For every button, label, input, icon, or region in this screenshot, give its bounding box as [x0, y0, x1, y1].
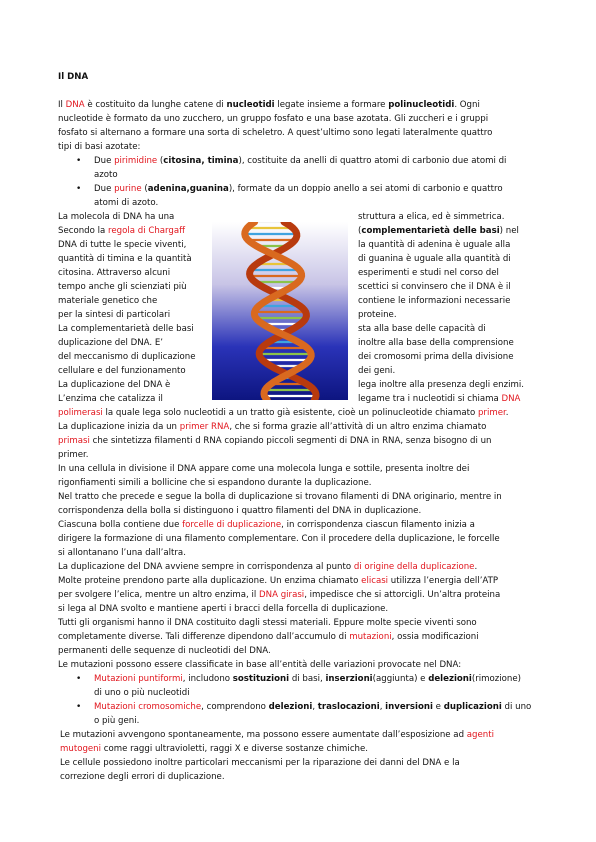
paragraph-line: Molte proteine prendono parte alla duplicazione. Un enzima chiamato elicasi utilizza l’energia dell’ATP	[58, 576, 499, 586]
right-column-line: proteine.	[358, 310, 397, 320]
right-column-line: scettici si convinsero che il DNA è il	[358, 282, 511, 292]
bullet-icon: •	[76, 702, 82, 712]
left-column-line: tempo anche gli scienziati più	[58, 282, 187, 292]
right-column-line: (complementarietà delle basi) nel	[358, 226, 519, 236]
paragraph-line: primer.	[58, 450, 89, 460]
list-item: Mutazioni cromosomiche, comprendono delezioni, traslocazioni, inversioni e duplicazioni di uno	[94, 702, 532, 712]
list-item: Due pirimidine (citosina, timina), costituite da anelli di quattro atomi di carbonio due atomi di	[94, 156, 507, 166]
list-item-continuation: di uno o più nucleotidi	[94, 688, 190, 698]
left-column-line: DNA di tutte le specie viventi,	[58, 240, 187, 250]
paragraph-line: mutogeni come raggi ultravioletti, raggi X e diverse sostanze chimiche.	[60, 744, 369, 754]
left-column-line: Secondo la regola di Chargaff	[58, 226, 186, 236]
paragraph-line: completamente diverse. Tali differenze dipendono dall’accumulo di mutazioni, ossia modificazioni	[58, 632, 479, 642]
left-column-line: L’enzima che catalizza il	[58, 394, 163, 404]
page-title: Il DNA	[58, 72, 89, 82]
paragraph-line: dirigere la formazione di una filamento complementare. Con il procedere della duplicazione, le forcelle	[58, 534, 500, 544]
right-column-line: lega inoltre alla presenza degli enzimi.	[358, 380, 525, 390]
left-column-line: del meccanismo di duplicazione	[58, 352, 196, 362]
right-column-line: inoltre alla base della comprensione	[358, 338, 514, 348]
paragraph-line: Le cellule possiedono inoltre particolari meccanismi per la riparazione dei danni del DNA e la	[60, 758, 460, 768]
right-column-line: esperimenti e studi nel corso del	[358, 268, 499, 278]
right-column-line: la quantità di adenina è uguale alla	[358, 240, 511, 250]
paragraph-line: Tutti gli organismi hanno il DNA costituito dagli stessi materiali. Eppure molte specie viventi sono	[58, 618, 477, 628]
right-column-line: struttura a elica, ed è simmetrica.	[358, 212, 505, 222]
left-column-line: La molecola di DNA ha una	[58, 212, 175, 222]
list-item: Due purine (adenina,guanina), formate da un doppio anello a sei atomi di carbonio e quattro	[94, 184, 503, 194]
paragraph-line: La duplicazione inizia da un primer RNA, che si forma grazie all’attività di un altro enzima chiamato	[58, 422, 487, 432]
paragraph-line: polimerasi la quale lega solo nucleotidi a un tratto già esistente, cioè un polinucleotide chiamato primer.	[58, 408, 509, 418]
list-item: Mutazioni puntiformi, includono sostituzioni di basi, inserzioni(aggiunta) e delezioni(rimozione)	[94, 674, 522, 684]
dna-helix-image	[212, 222, 348, 400]
bullet-icon: •	[76, 156, 82, 166]
paragraph-line: permanenti delle sequenze di nucleotidi del DNA.	[58, 646, 271, 656]
list-item-continuation: o più geni.	[94, 716, 140, 726]
right-column-line: sta alla base delle capacità di	[358, 324, 486, 334]
bullet-icon: •	[76, 184, 82, 194]
paragraph-line: In una cellula in divisione il DNA appare come una molecola lunga e sottile, presenta inoltre dei	[58, 464, 470, 474]
left-column-line: citosina. Attraverso alcuni	[58, 268, 171, 278]
paragraph-line: Le mutazioni possono essere classificate in base all’entità delle variazioni provocate nel DNA:	[58, 660, 462, 670]
right-column-line: legame tra i nucleotidi si chiama DNA	[358, 394, 521, 404]
left-column-line: duplicazione del DNA. E’	[58, 338, 164, 348]
paragraph-line: Nel tratto che precede e segue la bolla di duplicazione si trovano filamenti di DNA originario, mentre in	[58, 492, 502, 502]
right-column-line: contiene le informazioni necessarie	[358, 296, 511, 306]
paragraph-line: nucleotide è formato da uno zucchero, un gruppo fosfato e una base azotata. Gli zuccheri e i gruppi	[58, 114, 489, 124]
bullet-icon: •	[76, 674, 82, 684]
paragraph-line: La duplicazione del DNA avviene sempre in corrispondenza al punto di origine della duplicazione.	[58, 562, 478, 572]
paragraph-line: Le mutazioni avvengono spontaneamente, ma possono essere aumentate dall’esposizione ad agenti	[60, 730, 494, 740]
right-column-line: dei geni.	[358, 366, 396, 376]
right-column-line: di guanina è uguale alla quantità di	[358, 254, 511, 264]
paragraph-line: Il DNA è costituito da lunghe catene di nucleotidi legate insieme a formare polinucleotidi. Ogni	[58, 100, 480, 110]
list-item-continuation: atomi di azoto.	[94, 198, 159, 208]
paragraph-line: corrispondenza della bolla si distinguono i quattro filamenti del DNA in duplicazione.	[58, 506, 422, 516]
left-column-line: materiale genetico che	[58, 296, 158, 306]
paragraph-line: primasi che sintetizza filamenti d RNA copiando piccoli segmenti di DNA in RNA, senza bisogno di un	[58, 436, 492, 446]
left-column-line: quantità di timina e la quantità	[58, 254, 192, 264]
left-column-line: La duplicazione del DNA è	[58, 380, 171, 390]
paragraph-line: tipi di basi azotate:	[58, 142, 141, 152]
list-item-continuation: azoto	[94, 170, 118, 180]
right-column-line: dei cromosomi prima della divisione	[358, 352, 514, 362]
paragraph-line: fosfato si alternano a formare una sorta di scheletro. A quest’ultimo sono legati lateralmente quattro	[58, 128, 493, 138]
paragraph-line: si lega al DNA svolto e mantiene aperti i bracci della forcella di duplicazione.	[58, 604, 389, 614]
paragraph-line: per svolgere l’elica, mentre un altro enzima, il DNA girasi, impedisce che si attorcigli. Un’altra proteina	[58, 590, 501, 600]
left-column-line: per la sintesi di particolari	[58, 310, 171, 320]
paragraph-line: correzione degli errori di duplicazione.	[60, 772, 225, 782]
paragraph-line: si allontanano l’una dall’altra.	[58, 548, 186, 558]
paragraph-line: rigonfiamenti simili a bollicine che si espandono durante la duplicazione.	[58, 478, 372, 488]
left-column-line: La complementarietà delle basi	[58, 324, 194, 334]
paragraph-line: Ciascuna bolla contiene due forcelle di duplicazione, in corrispondenza ciascun filamento inizia a	[58, 520, 475, 530]
left-column-line: cellulare e del funzionamento	[58, 366, 186, 376]
